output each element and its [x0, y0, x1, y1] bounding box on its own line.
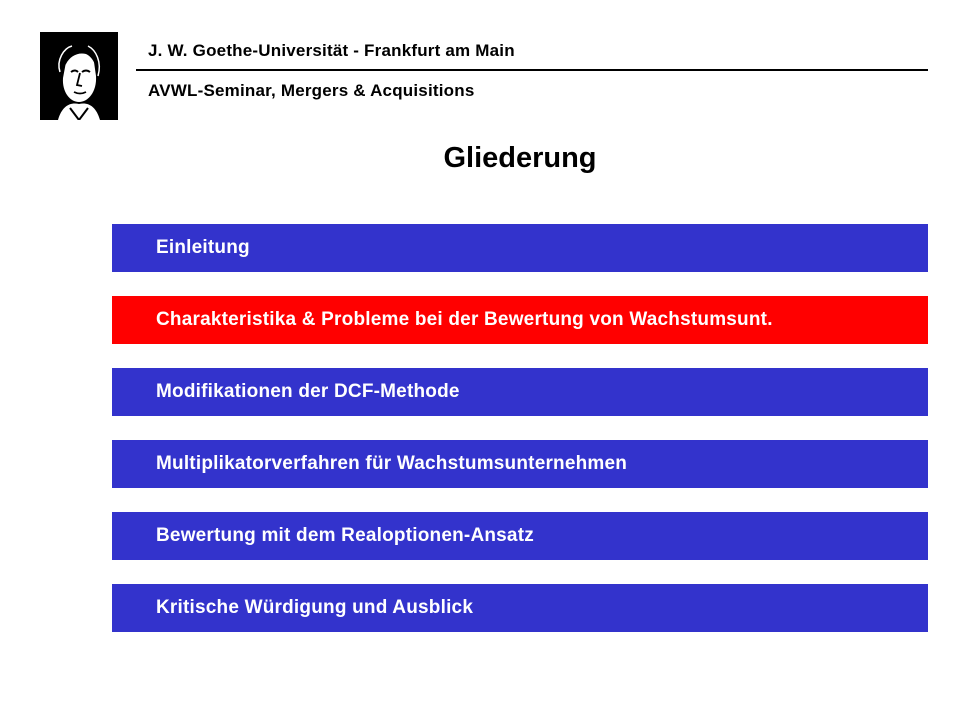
agenda-item-realoptionen	[112, 512, 928, 560]
agenda-item-charakteristika	[112, 296, 928, 344]
agenda-item-ausblick	[112, 584, 928, 632]
slide-title: Gliederung	[443, 142, 597, 174]
agenda-item-dcf-methode	[112, 368, 928, 416]
agenda-item-label: Multiplikatorverfahren für Wachstumsunternehmen	[156, 453, 628, 474]
agenda-item-label: Charakteristika & Probleme bei der Bewertung von Wachstumsunt.	[156, 309, 773, 330]
agenda-list	[112, 224, 928, 656]
header-divider	[136, 69, 928, 71]
university-logo-goethe-portrait-icon	[40, 32, 118, 120]
university-name: J. W. Goethe-Universität - Frankfurt am Main	[148, 41, 515, 60]
agenda-item-multiplikatorverfahren	[112, 440, 928, 488]
seminar-name: AVWL-Seminar, Mergers & Acquisitions	[148, 81, 475, 100]
agenda-item-label: Kritische Würdigung und Ausblick	[156, 597, 474, 618]
agenda-item-label: Modifikationen der DCF-Methode	[156, 381, 460, 402]
agenda-item-label: Bewertung mit dem Realoptionen-Ansatz	[156, 525, 534, 546]
agenda-item-label: Einleitung	[156, 237, 250, 258]
agenda-item-einleitung	[112, 224, 928, 272]
